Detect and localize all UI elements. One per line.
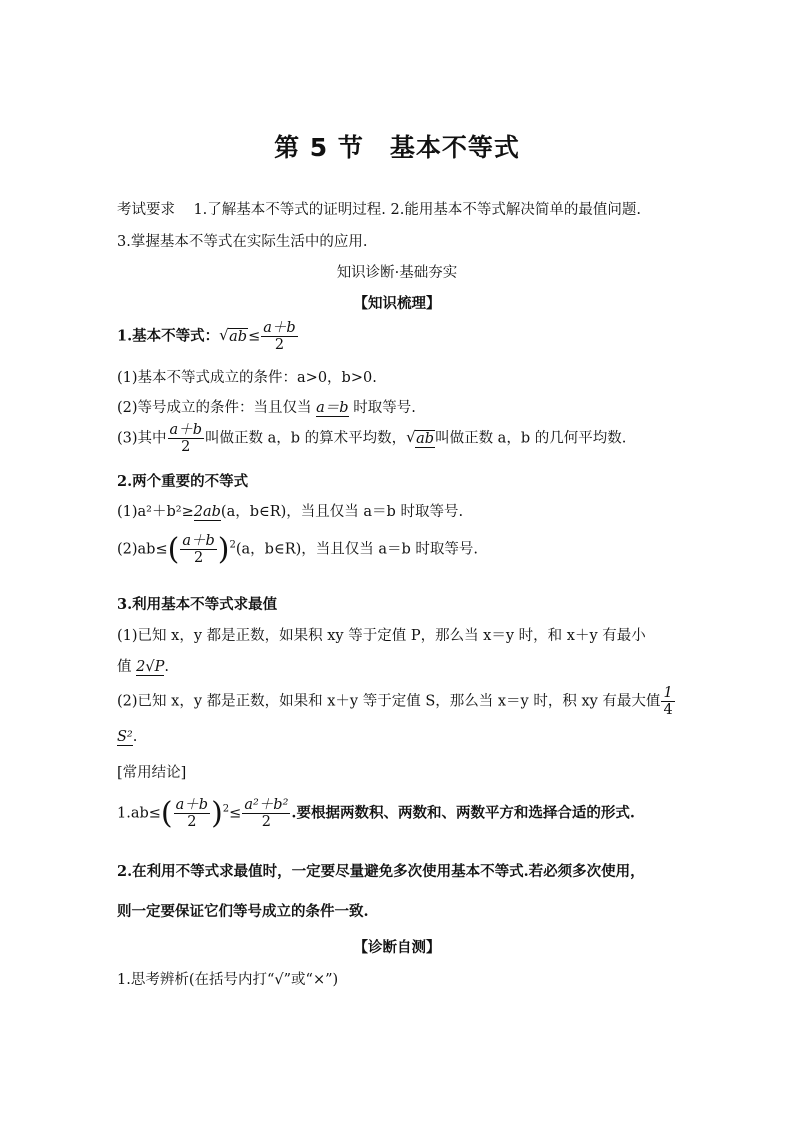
requirements-text-1: 1.了解基本不等式的证明过程. 2.能用基本不等式解决简单的最值问题.: [193, 202, 641, 218]
title-topic: 基本不等式: [389, 133, 520, 162]
item2-sub1: (1)a²＋b²≥2ab(a，b∈R)，当且仅当 a＝b 时取等号.: [117, 504, 464, 520]
answer-underline: 2ab: [193, 504, 221, 520]
fraction-one-quarter: $\frac{1}{4}$: [663, 685, 673, 718]
conclusions-label: [常用结论]: [117, 765, 187, 781]
answer-underline: a＝b: [316, 400, 349, 416]
answer-underline: 2√P: [136, 659, 165, 675]
item1-sub1: (1)基本不等式成立的条件：a>0，b>0.: [117, 370, 377, 386]
fraction-a-plus-b-over-2: $\frac{a+b}{2}$: [175, 797, 209, 830]
subheading-diagnosis: 【诊断自测】: [353, 939, 441, 956]
title-section-number: 第 5 节: [274, 133, 364, 162]
fraction-a2-plus-b2-over-2: $\frac{\text{a²＋b²}}{2}$: [244, 797, 289, 830]
section-heading: 知识诊断·基础夯实: [336, 265, 458, 281]
item3-heading: 3.利用基本不等式求最值: [117, 596, 278, 613]
item1-heading: [117, 320, 299, 353]
requirements-line-2: 3.掌握基本不等式在实际生活中的应用.: [117, 234, 368, 250]
subheading-knowledge: 【知识梳理】: [353, 295, 441, 312]
fraction-a-plus-b-over-2: $\frac{a+b}{2}$: [169, 422, 202, 455]
requirements-label: 考试要求: [117, 202, 175, 218]
leq-sign: ≤: [248, 328, 261, 345]
fraction-a-plus-b-over-2: $\frac{a+b}{2}$: [182, 533, 215, 566]
fraction-a-plus-b-over-2: $\frac{a+b}{2}$: [263, 320, 296, 353]
page-title: [0, 128, 794, 164]
answer-underline: S²: [117, 729, 133, 745]
item1-sub2: (2)等号成立的条件：当且仅当 a＝b 时取等号.: [117, 400, 416, 416]
item3-sub1-line2: 值 2√P.: [117, 659, 169, 675]
requirements-line-1: [117, 198, 641, 219]
item2-heading: 2.两个重要的不等式: [117, 473, 249, 490]
sqrt-ab-underlined: √ ab: [406, 427, 435, 447]
item3-sub1-line1: (1)已知 x，y 都是正数，如果积 xy 等于定值 P，那么当 x＝y 时，和 x＋y 有最小: [117, 628, 646, 644]
item3-sub2-line1: (2)已知 x，y 都是正数，如果和 x＋y 等于定值 S，那么当 x＝y 时，积 xy 有最大值 $\frac{1}{4}$: [117, 685, 673, 718]
item2-sub2: (2)ab≤( $\frac{a+b}{2}$ )$^2$(a，b∈R)，当且仅当 a＝b 时取等号.: [117, 532, 479, 567]
item1-sub3: (3)其中 $\frac{a+b}{2}$ 叫做正数 a，b 的算术平均数， √ ab叫做正数 a，b 的几何平均数.: [117, 422, 627, 455]
conclusion-2-line2: 则一定要保证它们等号成立的条件一致.: [117, 903, 369, 920]
item1-label: 1.基本不等式：: [117, 327, 220, 345]
conclusion-2-line1: 2.在利用不等式求最值时，一定要尽量避免多次使用基本不等式.若必须多次使用，: [117, 863, 645, 880]
conclusion-1: 1.ab≤( $\frac{a+b}{2}$ )$^2$≤ $\frac{\text{a²＋b²}}{2}$ .要根据两数积、两数和、两数平方和选择合适的形式.: [117, 796, 635, 831]
sqrt-ab: √ ab: [219, 325, 248, 345]
exercise-1: 1.思考辨析(在括号内打“√”或“×”): [117, 972, 339, 988]
item3-sub2-line2: S².: [117, 729, 138, 745]
